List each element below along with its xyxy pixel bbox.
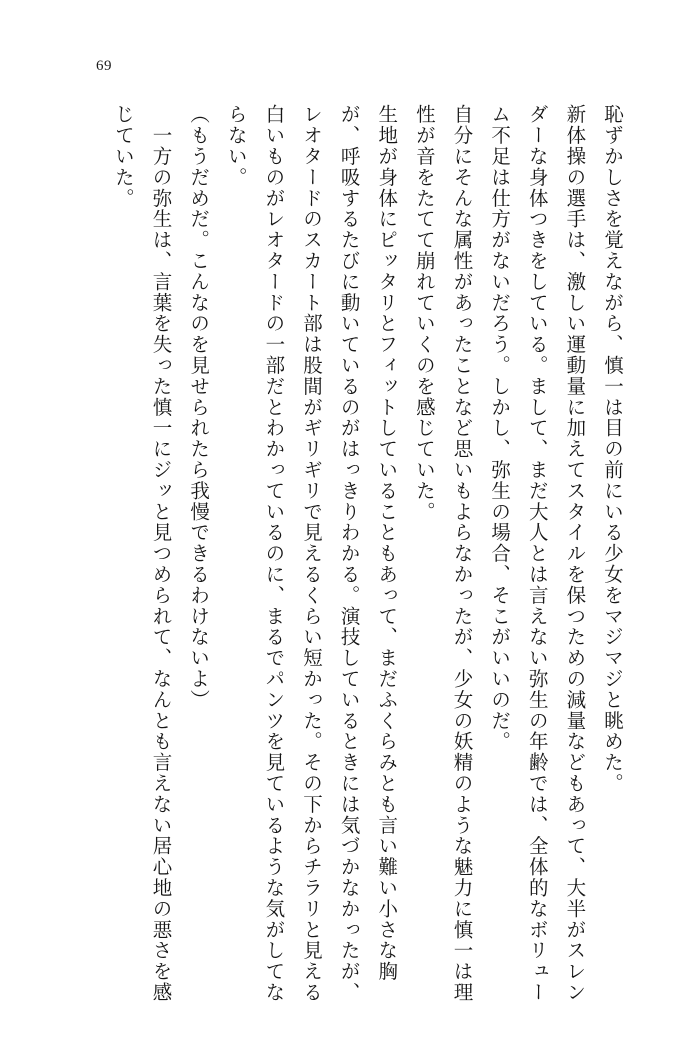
paragraph: 恥ずかしさを覚えながら、慎一は目の前にいる少女をマジマジと眺めた。	[601, 104, 622, 794]
paragraph: 一方の弥生は、言葉を失った慎一にジッと見つめられて、なんとも言えない居心地の悪さを感じていた。	[111, 104, 171, 1003]
paragraph: 新体操の選手は、激しい運動量に加えてスタイルを保つための減量などもあって、大半がスレンダーな身体つきをしている。まして、まだ大人とは言えない弥生の年齢では、全体的なボリューム不足は仕方がないだろう。しかし、弥生の場合、そこがいいのだ。	[488, 104, 585, 1003]
page-body-text	[64, 104, 630, 1004]
paragraph: 自分にそんな属性があったことなど思いもよらなかったが、少女の妖精のような魅力に慎一は理性が音をたてて崩れていくのを感じていた。	[412, 104, 472, 1003]
paragraph: 生地が身体にピッタリとフィットしていることもあって、まだふくらみとも言い難い小さな胸が、呼吸するたびに動いているのがはっきりわかる。演技しているときには気づかなかったが、レオタードのスカート部は股間がギリギリで見えるくらい短かった。その下からチラリと見える白いものがレオタードの一部だとわかっているのに、まるでパンツを見ているような気がしてならない。	[224, 104, 397, 1003]
page-number: 69	[96, 58, 112, 74]
paragraph: （もうだめだ。こんなのを見せられたら我慢できるわけないよ）	[187, 104, 209, 711]
